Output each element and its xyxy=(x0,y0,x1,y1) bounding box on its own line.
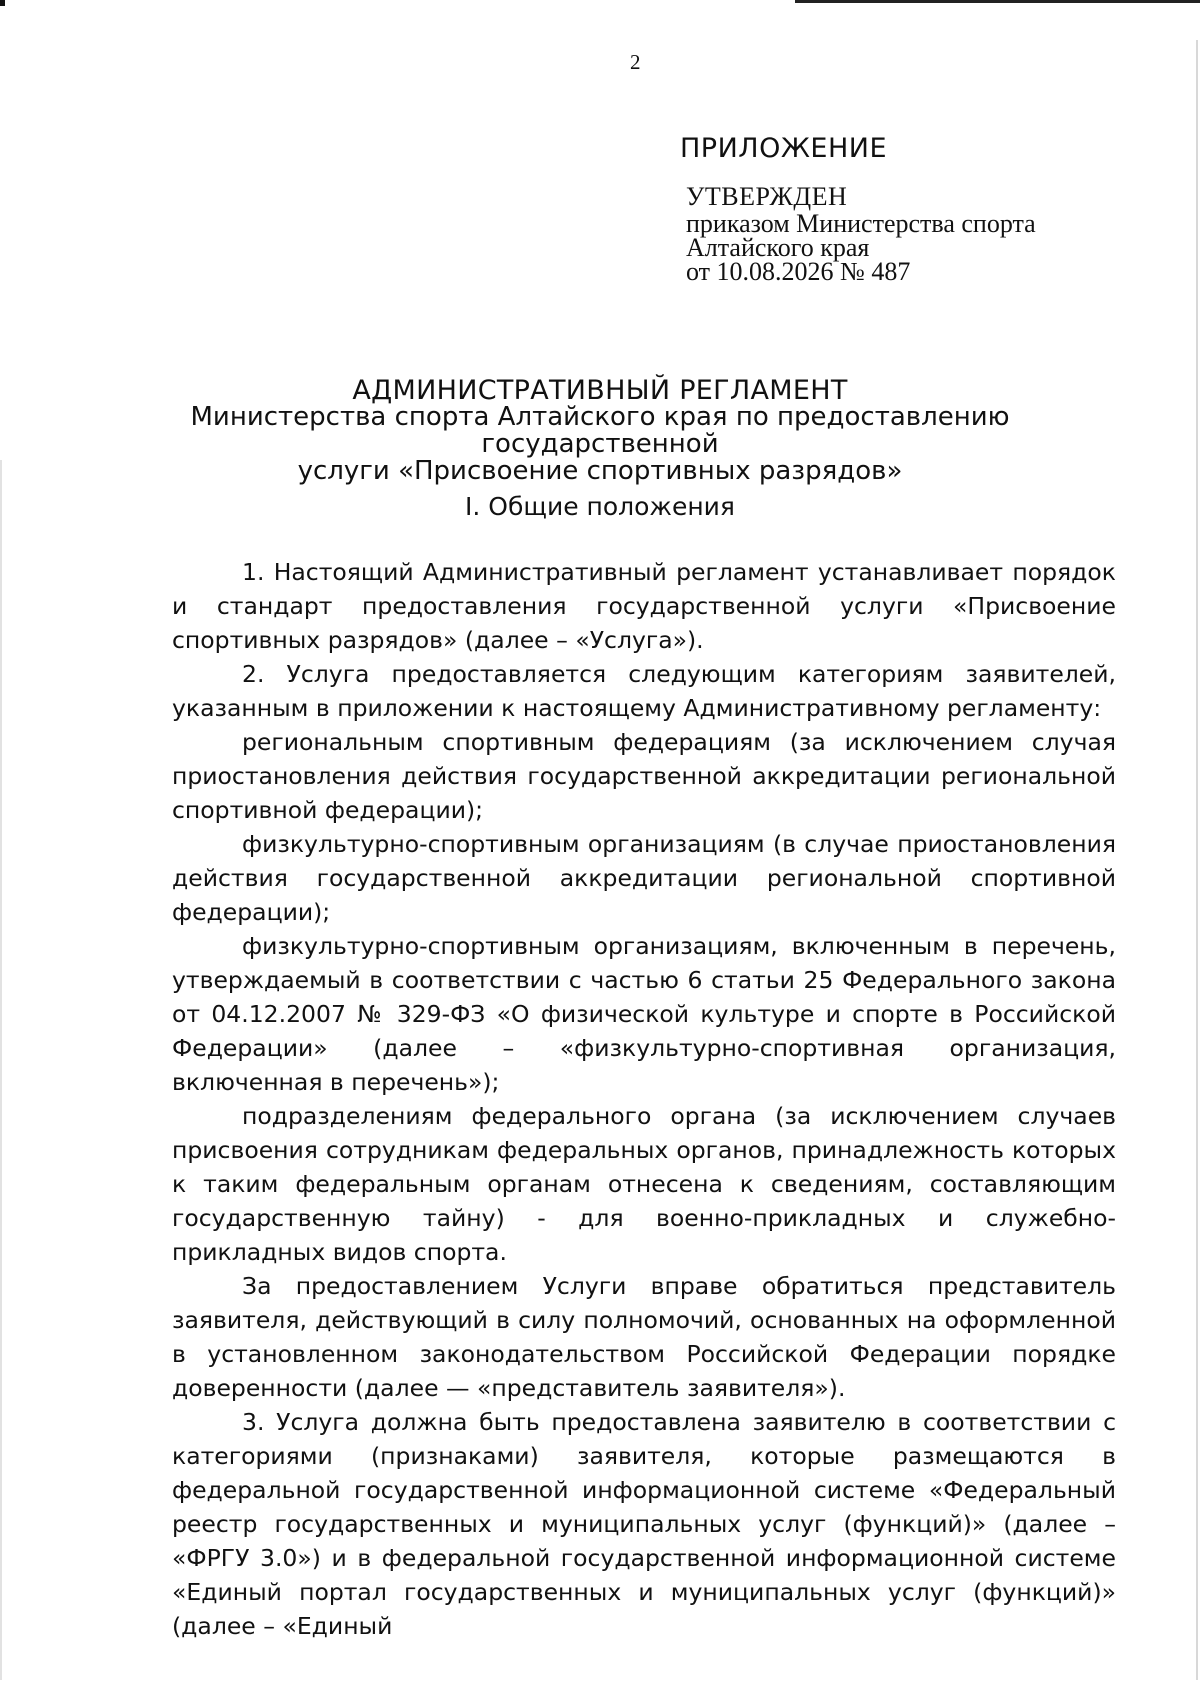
document-title-block xyxy=(150,377,1050,485)
approved-by-line-2: Алтайского края xyxy=(686,233,870,262)
paragraph: физкультурно-спортивным организациям (в случае приостановления действия государственной аккредитации региональной спортивной федерации); xyxy=(172,830,1116,926)
document-subtitle-line-2: услуги «Присвоение спортивных разрядов» xyxy=(297,456,903,486)
page-number: 2 xyxy=(630,50,641,74)
approval-block xyxy=(686,182,1036,286)
paragraph: 2. Услуга предоставляется следующим категориям заявителей, указанным в приложении к настоящему Административному регламенту: xyxy=(172,660,1116,722)
paragraph: физкультурно-спортивным организациям, включенным в перечень, утверждаемый в соответствии с частью 6 статьи 25 Федерального закона от 04.12.2007 № 329-ФЗ «О физической культуре и спорте в Российской Федерации» (далее – «физкультурно-спортивная организация, включенная в перечень»); xyxy=(172,932,1116,1096)
appendix-label: ПРИЛОЖЕНИЕ xyxy=(680,133,888,164)
section-body xyxy=(172,555,1116,1643)
paragraph: За предоставлением Услуги вправе обратиться представитель заявителя, действующий в силу полномочий, основанных на оформленной в установленном законодательством Российской Федерации порядке доверенности (далее — «представитель заявителя»). xyxy=(172,1272,1116,1402)
approved-label: УТВЕРЖДЕН xyxy=(686,182,848,211)
approved-date-line: от 10.08.2026 № 487 xyxy=(686,257,911,286)
document-subtitle-line-1: Министерства спорта Алтайского края по предоставлению государственной xyxy=(190,402,1010,459)
paragraph: 1. Настоящий Административный регламент устанавливает порядок и стандарт предоставления государственной услуги «Присвоение спортивных разрядов» (далее – «Услуга»). xyxy=(172,558,1116,654)
paragraph: 3. Услуга должна быть предоставлена заявителю в соответствии с категориями (признаками) заявителя, которые размещаются в федеральной государственной информационной системе «Федеральный реестр государственных и муниципальных услуг (функций)» (далее – «ФРГУ 3.0») и в федеральной государственной информационной системе «Единый портал государственных и муниципальных услуг (функций)» (далее – «Единый xyxy=(172,1408,1116,1640)
approved-by-line-1: приказом Министерства спорта xyxy=(686,209,1036,238)
document-title: АДМИНИСТРАТИВНЫЙ РЕГЛАМЕНТ xyxy=(352,375,848,406)
paragraph: подразделениям федерального органа (за исключением случаев присвоения сотрудникам федеральных органов, принадлежность которых к таким федеральным органам отнесена к сведениям, составляющим государственную тайну) - для военно-прикладных и служебно-прикладных видов спорта. xyxy=(172,1102,1116,1266)
scan-corner-mark xyxy=(0,0,5,6)
section-heading: I. Общие положения xyxy=(465,492,735,521)
scan-left-edge-line xyxy=(0,460,2,1680)
scan-top-edge-line xyxy=(795,0,1200,3)
paragraph: региональным спортивным федерациям (за исключением случая приостановления действия государственной аккредитации региональной спортивной федерации); xyxy=(172,728,1116,824)
scan-right-edge-line xyxy=(1196,40,1198,1680)
